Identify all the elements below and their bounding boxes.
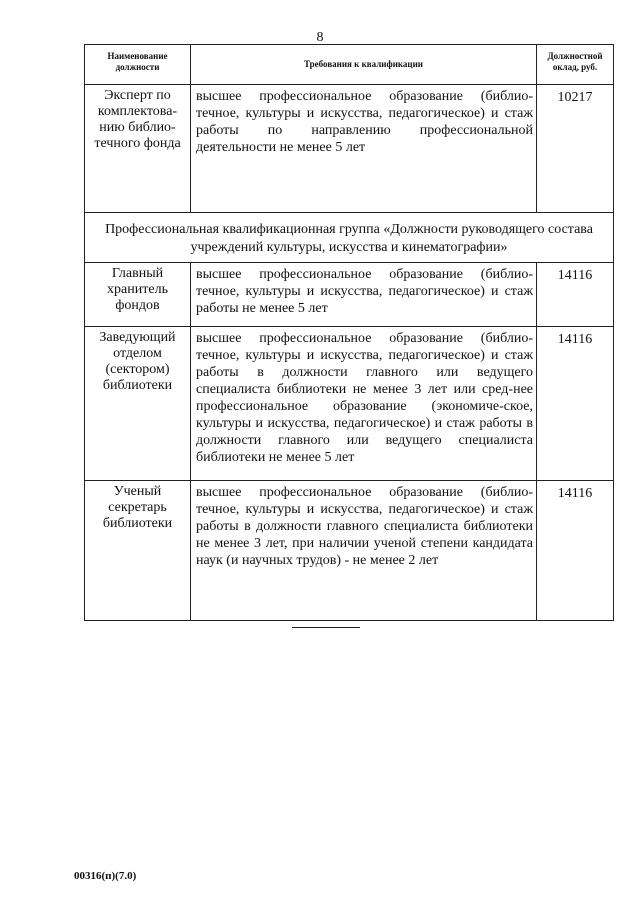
- separator-line: [292, 627, 360, 628]
- table-row: [85, 263, 614, 327]
- salary-cell: 10217: [537, 85, 614, 213]
- table-header-row: [85, 45, 614, 85]
- header-requirements: Требования к квалификации: [191, 45, 537, 85]
- table-row: [85, 481, 614, 621]
- qualification-table: [84, 44, 614, 621]
- table-row: [85, 85, 614, 213]
- page-number: 8: [316, 30, 324, 45]
- salary-cell: 14116: [537, 481, 614, 621]
- document-code: 00316(п)(7.0): [74, 870, 137, 882]
- requirements-cell: высшее профессиональное образование (библио-течное, культуры и искусства, педагогическое) и стаж работы в должности главного специалиста библиотеки не менее 3 лет, при наличии ученой степени кандидата наук (и научных трудов) - не менее 2 лет: [191, 481, 537, 621]
- salary-cell: 14116: [537, 263, 614, 327]
- position-cell: Заведующий отделом (сектором) библиотеки: [85, 327, 191, 481]
- table-row: [85, 327, 614, 481]
- header-salary: Должностной оклад, руб.: [537, 45, 614, 85]
- position-cell: Эксперт по комплектова-нию библио-течного фонда: [85, 85, 191, 213]
- position-cell: Главный хранитель фондов: [85, 263, 191, 327]
- requirements-cell: высшее профессиональное образование (библио-течное, культуры и искусства, педагогическое) и стаж работы в должности главного или ведущего специалиста библиотеки не менее 3 лет или сред-нее профессиональное образование (экономиче-ское, культуры и искусства, педагогическое) и стаж работы в должности главного или ведущего специалиста библиотеки не менее 5 лет: [191, 327, 537, 481]
- position-cell: Ученый секретарь библиотеки: [85, 481, 191, 621]
- salary-cell: 14116: [537, 327, 614, 481]
- requirements-cell: высшее профессиональное образование (библио-течное, культуры и искусства, педагогическое) и стаж работы не менее 5 лет: [191, 263, 537, 327]
- group-title: Профессиональная квалификационная группа «Должности руководящего состава учреждений культуры, искусства и кинематографии»: [85, 213, 614, 263]
- requirements-cell: высшее профессиональное образование (библио-течное, культуры и искусства, педагогическое) и стаж работы по направлению профессиональной деятельности не менее 5 лет: [191, 85, 537, 213]
- header-position: Наименование должности: [85, 45, 191, 85]
- group-title-row: [85, 213, 614, 263]
